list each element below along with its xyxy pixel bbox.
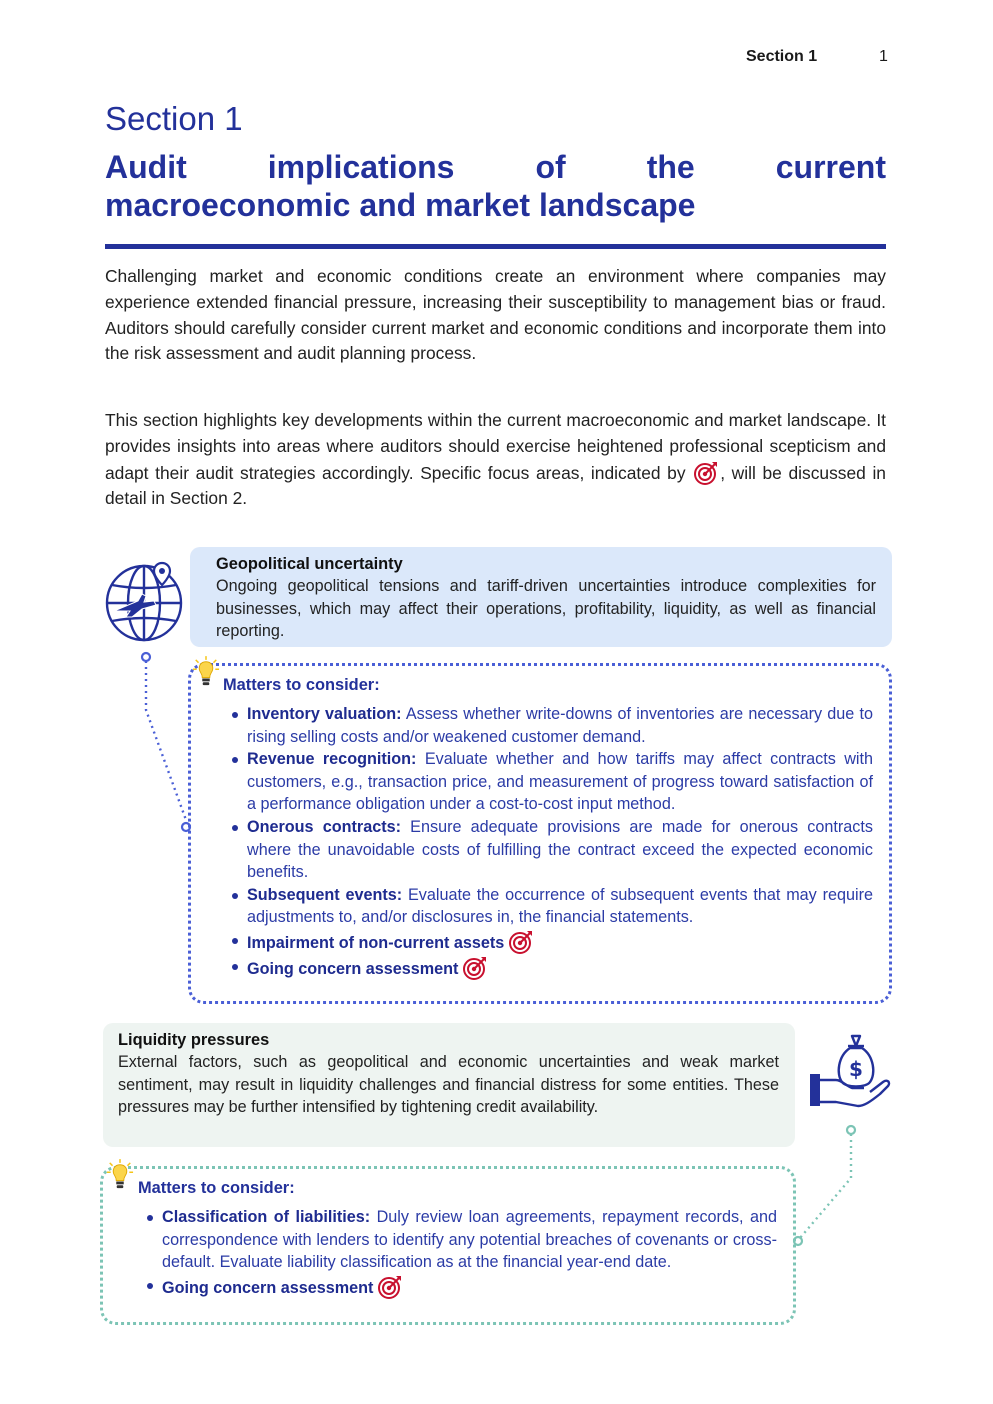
list-item xyxy=(247,703,873,748)
lightbulb-icon xyxy=(106,1158,134,1192)
liq-box-title: Liquidity pressures xyxy=(118,1031,270,1049)
item-label: Subsequent events: xyxy=(247,885,403,904)
intro-p2-text-b: , will be discussed in detail in Section 2. xyxy=(105,462,886,509)
page-title xyxy=(105,148,886,224)
money-bag-hand-icon xyxy=(808,1034,894,1110)
item-text: Ensure adequate provisions are made for onerous contracts where the unavoidable costs of fulfilling the contract exceed the expected economic benefits. xyxy=(247,817,873,882)
target-icon xyxy=(508,929,534,955)
geo-matters-heading: Matters to consider: xyxy=(223,676,380,694)
liq-box-text: External factors, such as geopolitical and economic uncertainties and weak market sentiment, may result in liquidity challenges and financial distress for some entities. These pressures may be further intensified by tightening credit availability. xyxy=(118,1053,779,1117)
geo-matters-list xyxy=(247,703,873,981)
liquidity-matters-box xyxy=(100,1166,796,1325)
list-item xyxy=(247,955,873,981)
item-text: Duly review loan agreements, repayment records, and correspondence with lenders to identify any potential breaches of covenants or cross-default. Evaluate liability classification as at the financial year-end date. xyxy=(162,1208,778,1272)
geo-matters-box xyxy=(188,663,892,1004)
title-rule xyxy=(105,244,886,249)
list-item xyxy=(247,748,873,816)
item-label: Going concern assessment xyxy=(247,959,459,978)
liq-matters-heading: Matters to consider: xyxy=(138,1179,295,1197)
item-label: Inventory valuation: xyxy=(247,705,402,723)
list-item xyxy=(162,1274,777,1300)
list-item xyxy=(247,816,873,884)
globe-plane-icon xyxy=(104,561,186,643)
liquidity-connector-line xyxy=(788,1122,860,1248)
geo-box-title: Geopolitical uncertainty xyxy=(216,555,403,573)
geo-box-text: Ongoing geopolitical tensions and tariff-driven uncertainties introduce complexities for businesses, which may affect their operations, profitability, liquidity, as well as financial reporting. xyxy=(216,577,876,641)
title-line-2: macroeconomic and market landscape xyxy=(105,187,696,223)
list-item xyxy=(247,884,873,929)
running-header-section: Section 1 xyxy=(746,48,818,65)
item-text: Evaluate the occurrence of subsequent events that may require adjustments to, and/or disclosures in, the financial statements. xyxy=(247,885,873,927)
target-icon xyxy=(693,460,719,486)
item-label: Classification of liabilities: xyxy=(162,1208,371,1226)
geopolitical-uncertainty-box xyxy=(190,547,892,647)
list-item xyxy=(247,929,873,955)
item-text: Assess whether write-downs of inventories are necessary due to rising selling costs and/or weakened customer demand. xyxy=(247,705,873,746)
liq-matters-list xyxy=(162,1206,777,1300)
liquidity-pressures-box xyxy=(103,1023,795,1147)
intro-paragraph-1: Challenging market and economic conditions create an environment where companies may experience extended financial pressure, increasing their susceptibility to management bias or fraud. Auditors should carefully consider current market and economic conditions and incorporate them into the risk assessment and audit planning process. xyxy=(105,266,886,364)
section-kicker: Section 1 xyxy=(105,100,243,137)
lightbulb-icon xyxy=(192,655,220,689)
list-item xyxy=(162,1206,777,1274)
target-icon xyxy=(462,955,488,981)
target-icon xyxy=(377,1274,403,1300)
item-label: Impairment of non-current assets xyxy=(247,933,505,952)
item-label: Going concern assessment xyxy=(162,1278,374,1297)
page-number: 1 xyxy=(879,48,888,65)
intro-p2-text-a: This section highlights key developments within the current macroeconomic and market landscape. It provides insights into areas where auditors should exercise heightened professional scepticism and adapt their audit strategies accordingly. Specific focus areas, indicated by xyxy=(105,410,886,483)
intro-paragraph-2 xyxy=(105,408,886,512)
item-text: Evaluate whether and how tariffs may affect contracts with customers, e.g., transaction price, and measurement of progress toward satisfaction of a performance obligation under a cost-to-cost input method. xyxy=(247,750,873,814)
svg-text:$: $ xyxy=(849,1057,863,1081)
title-line-1: Audit implications of the current xyxy=(105,149,886,185)
item-label: Onerous contracts: xyxy=(247,817,401,836)
item-label: Revenue recognition: xyxy=(247,750,417,769)
